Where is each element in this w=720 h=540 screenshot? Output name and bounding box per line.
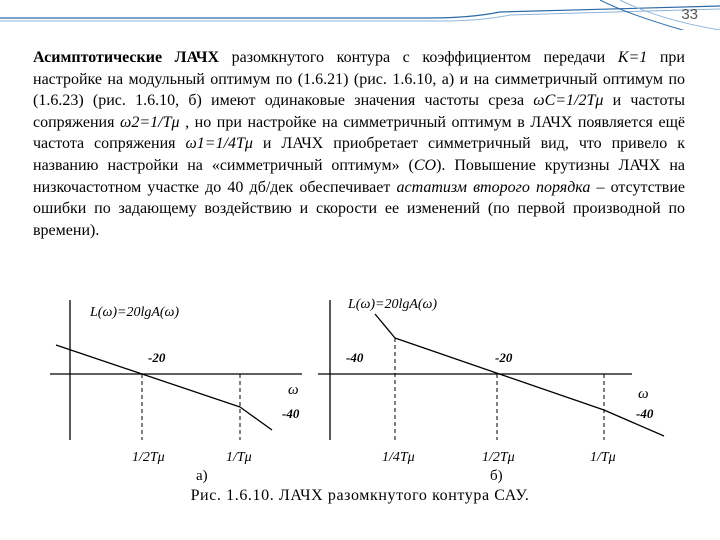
- plot-b-tick-0: 1/4Tμ: [382, 450, 415, 465]
- plot-b-sub-label: б): [490, 468, 503, 484]
- plot-b-slope-minus20: -20: [495, 350, 513, 365]
- plot-a-tick-2: 1/Tμ: [226, 450, 252, 465]
- paragraph-run: , но при настройке на симметричный оптимум в ЛАЧХ появляется ещё частота сопряжения: [33, 113, 686, 153]
- paragraph-run: разомкнутого контура с коэффициентом передачи: [219, 49, 618, 66]
- plot-b-slope-minus40-low: -40: [346, 350, 364, 365]
- paragraph-run: и ЛАЧХ приобретает симметричный вид, что привело к названию настройки на «симметричный оптимум» (: [33, 135, 685, 174]
- paragraph-run: Асимптотические ЛАЧХ: [33, 49, 220, 66]
- page-number: 33: [681, 6, 698, 23]
- paragraph-run: К=1: [617, 49, 648, 66]
- paragraph-run: ωC=1/2Tμ: [533, 92, 604, 110]
- paragraph-run: ω1=1/4Tμ: [185, 135, 253, 153]
- plot-a-sub-label: а): [196, 468, 208, 484]
- plot-b-y-label: L(ω)=20lgA(ω): [348, 297, 438, 312]
- figure-caption: Рис. 1.6.10. ЛАЧХ разомкнутого контура САУ.: [190, 487, 530, 504]
- plot-a-segment-minus40: [240, 407, 272, 430]
- paragraph-run: СО: [413, 156, 437, 174]
- plot-a-slope-minus20: -20: [148, 350, 166, 365]
- paragraph-run: – отсутствие ошибки по задающему воздействию и скорости ее изменений (по первой производной по времени).: [33, 178, 686, 239]
- plot-b: [318, 297, 664, 484]
- lachx-figure: [0, 290, 720, 520]
- body-paragraph: [33, 47, 685, 241]
- plot-b-tick-1: 1/2Tμ: [482, 450, 515, 465]
- paragraph-run: ). Повышение крутизны ЛАЧХ на низкочастотном участке до 40 дб/дек обеспечивает: [33, 156, 685, 196]
- paragraph-run: астатизм второго порядка: [396, 178, 591, 196]
- paragraph-run: при настройке на модульный оптимум по (1.6.21) (рис. 1.6.10, а) и на симметричный оптимум по (1.6.23) (рис. 1.6.10, б) имеют одинаковые значения частоты среза: [33, 49, 685, 110]
- paragraph-run: и частоты сопряжения: [33, 92, 685, 131]
- plot-b-tick-2: 1/Tμ: [590, 450, 616, 465]
- slide-header-decoration: [0, 0, 720, 30]
- plot-b-omega-label: ω: [638, 386, 649, 402]
- plot-b-segment-minus40-high: [604, 410, 664, 436]
- plot-a: [50, 300, 302, 484]
- plot-a-slope-minus40: -40: [282, 406, 300, 421]
- plot-a-y-label: L(ω)=20lgA(ω): [90, 305, 180, 320]
- plot-b-slope-minus40-high: -40: [636, 406, 654, 421]
- plot-a-omega-label: ω: [288, 382, 299, 398]
- paragraph-run: ω2=1/Tμ: [120, 113, 180, 131]
- plot-a-tick-1: 1/2Tμ: [132, 450, 165, 465]
- plot-b-segment-minus40-low: [375, 314, 395, 338]
